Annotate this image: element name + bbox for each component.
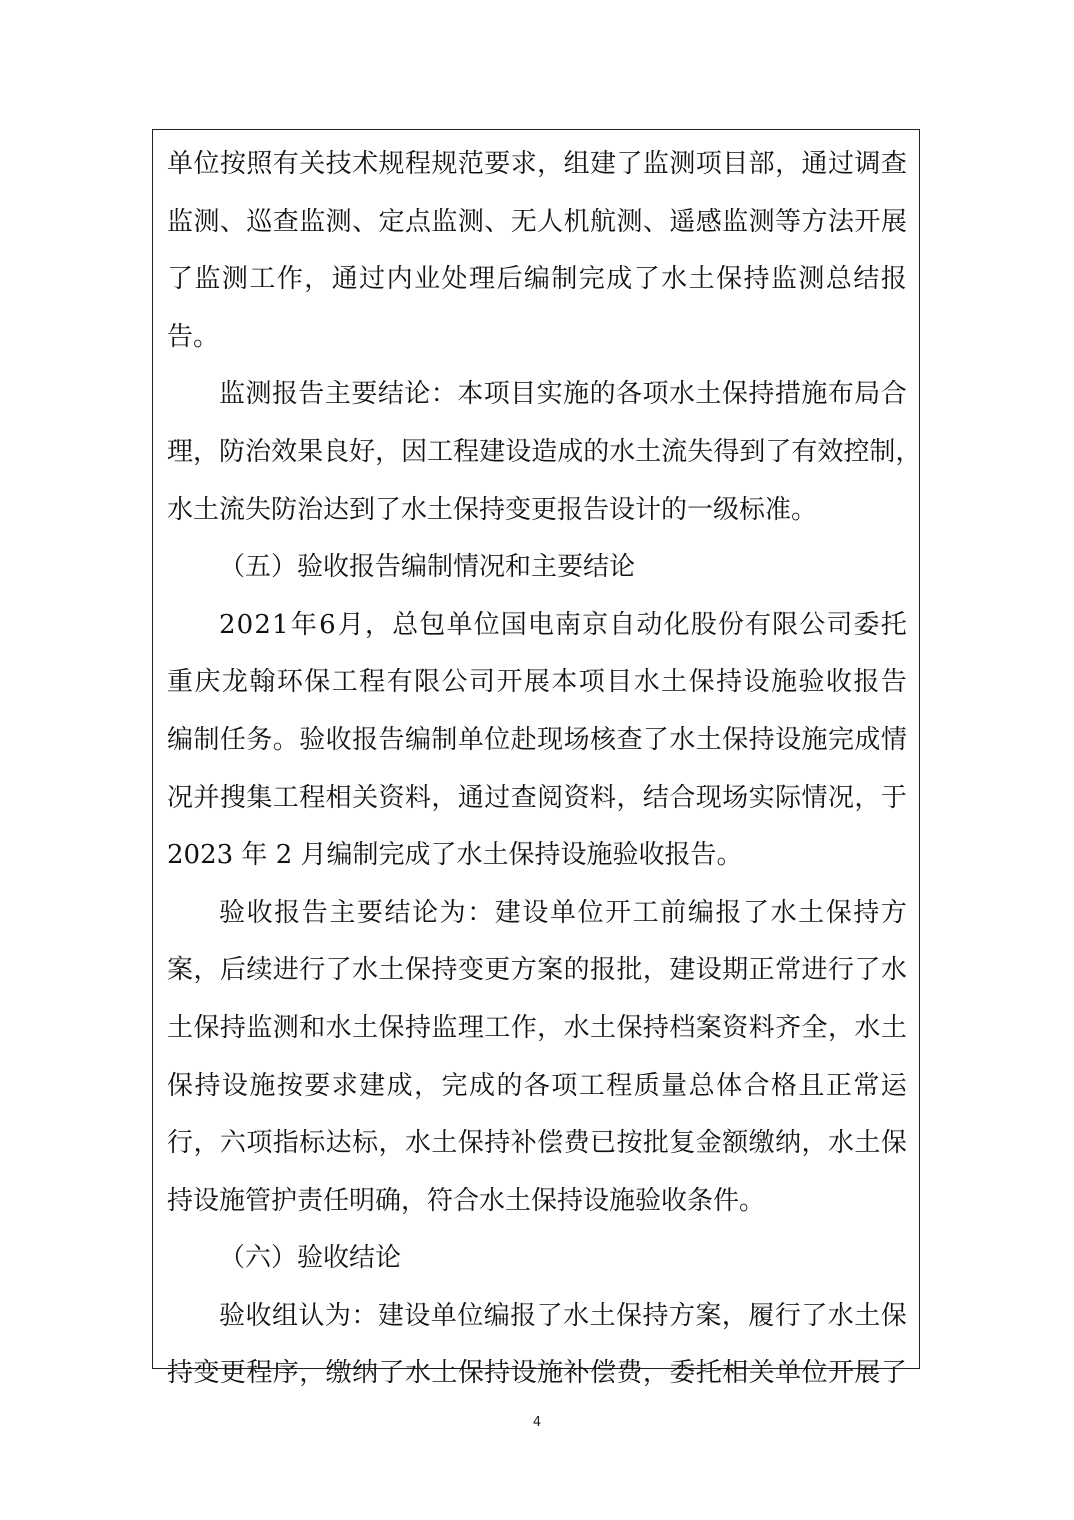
text-line: 了 监 测 工 作 ， 通 过 内 业 处 理 后 编 制 完 成 了 水 土 保 持 监 测 总 结 报 (167, 264, 907, 295)
text-line: 持 变 更 程 序 ， 缴 纳 了 水 土 保 持 设 施 补 偿 费 ， 委 托 相 关 单 位 开 展 了 (167, 1358, 907, 1389)
text-line: 行 ， 六 项 指 标 达 标 ， 水 土 保 持 补 偿 费 已 按 批 复 金 额 缴 纳 ， 水 土 保 (167, 1128, 907, 1159)
text-line: 持设施管护责任明确，符合水土保持设施验收条件。 (167, 1185, 766, 1216)
section-heading: （五）验收报告编制情况和主要结论 (219, 552, 636, 583)
paragraph-start-line: 2 0 2 1 年 6 月 ， 总 包 单 位 国 电 南 京 自 动 化 股 份 有 限 公 司 委 托 (219, 609, 907, 640)
text-line: 况 并 搜 集 工 程 相 关 资 料 ， 通 过 查 阅 资 料 ， 结 合 现 场 实 际 情 况 ， 于 (167, 782, 907, 813)
text-line: 编 制 任 务 。 验 收 报 告 编 制 单 位 赴 现 场 核 查 了 水 土 保 持 设 施 完 成 情 (167, 724, 907, 755)
page-number: 4 (532, 1415, 542, 1430)
text-line: 监 测 、 巡 查 监 测 、 定 点 监 测 、 无 人 机 航 测 、 遥 感 监 测 等 方 法 开 展 (167, 206, 907, 237)
text-line: 理 ， 防 治 效 果 良 好 ， 因 工 程 建 设 造 成 的 水 土 流 失 得 到 了 有 效 控 制 ， (167, 436, 922, 467)
text-line: 水土流失防治达到了水土保持变更报告设计的一级标准。 (167, 494, 818, 525)
document-body (167, 136, 922, 1403)
text-line: 重 庆 龙 翰 环 保 工 程 有 限 公 司 开 展 本 项 目 水 土 保 持 设 施 验 收 报 告 (167, 667, 907, 698)
text-line: 单 位 按 照 有 关 技 术 规 程 规 范 要 求 ， 组 建 了 监 测 项 目 部 ， 通 过 调 查 (167, 149, 907, 179)
text-line: 案 ， 后 续 进 行 了 水 土 保 持 变 更 方 案 的 报 批 ， 建 设 期 正 常 进 行 了 水 (167, 955, 907, 986)
paragraph-start-line: 验 收 组 认 为 ： 建 设 单 位 编 报 了 水 土 保 持 方 案 ， 履 行 了 水 土 保 (219, 1300, 907, 1331)
text-line: 保 持 设 施 按 要 求 建 成 ， 完 成 的 各 项 工 程 质 量 总 体 合 格 且 正 常 运 (167, 1070, 907, 1101)
text-line: 告。 (167, 321, 220, 352)
paragraph-start-line: 监 测 报 告 主 要 结 论 ： 本 项 目 实 施 的 各 项 水 土 保 持 措 施 布 局 合 (219, 379, 907, 410)
section-heading: （六）验收结论 (219, 1243, 402, 1274)
text-line: 土 保 持 监 测 和 水 土 保 持 监 理 工 作 ， 水 土 保 持 档 案 资 料 齐 全 ， 水 土 (167, 1012, 907, 1043)
text-line: 2023 年 2 月编制完成了水土保持设施验收报告。 (167, 840, 743, 871)
content-frame (152, 129, 922, 1389)
paragraph-start-line: 验 收 报 告 主 要 结 论 为 ： 建 设 单 位 开 工 前 编 报 了 水 土 保 持 方 (219, 897, 907, 928)
